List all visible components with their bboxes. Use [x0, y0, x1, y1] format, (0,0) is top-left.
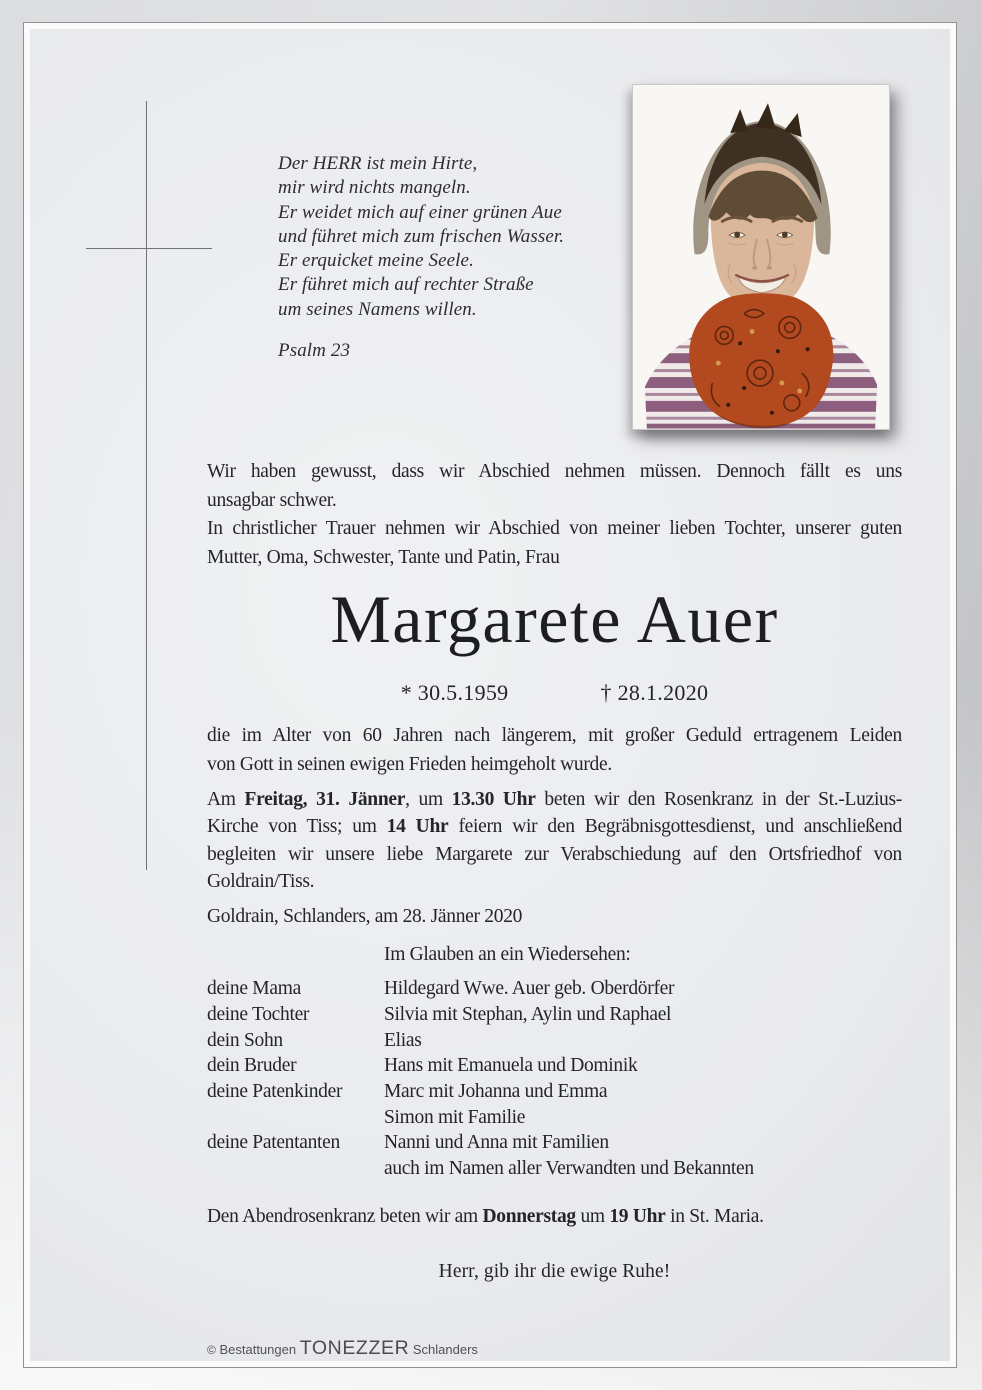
life-dates — [207, 678, 902, 708]
main-text-column — [207, 458, 902, 1287]
psalm-verse — [278, 152, 564, 363]
family-label: deine Patenkinder — [207, 1081, 343, 1102]
rosary-notice — [207, 1203, 902, 1232]
portrait-illustration — [633, 85, 889, 429]
family-names: Elias — [384, 1029, 422, 1051]
intro-paragraph — [207, 458, 902, 572]
deceased-name: Margarete Auer — [330, 581, 779, 657]
psalm-line: mir wird nichts mangeln. — [278, 177, 471, 199]
portrait-photo — [632, 84, 890, 430]
psalm-line: und führet mich zum frischen Wasser. — [278, 225, 565, 247]
family-label: deine Mama — [207, 978, 301, 1000]
funeral-home-footer — [207, 1337, 478, 1360]
family-names: Silvia mit Stephan, Aylin und Raphael — [384, 1003, 672, 1025]
family-row — [207, 1130, 902, 1156]
obituary-line: die im Alter von 60 Jahren nach längerem, mit großer Geduld ertragenem Leiden — [207, 725, 902, 746]
obituary-paragraph — [207, 722, 902, 779]
funeral-line — [207, 786, 902, 813]
funeral-text: , um — [405, 789, 452, 810]
closing-prayer: Herr, gib ihr die ewige Ruhe! — [438, 1261, 671, 1283]
rosary-text: um — [575, 1205, 610, 1227]
family-row — [207, 976, 902, 1002]
funeral-details — [207, 786, 902, 895]
funeral-text: beten wir den Rosenkranz in der St.-Luzius- — [535, 789, 902, 810]
rosary-day: Donnerstag — [482, 1205, 576, 1227]
funeral-line — [207, 813, 902, 840]
psalm-line: Er weidet mich auf einer grünen Aue — [278, 201, 562, 223]
family-row — [207, 1002, 902, 1028]
rosary-text: in St. Maria. — [665, 1205, 764, 1227]
footer-suffix: Schlanders — [412, 1342, 478, 1357]
family-names: Nanni und Anna mit Familien — [384, 1132, 609, 1154]
family-row — [207, 1079, 902, 1105]
family-label: deine Patentanten — [207, 1132, 340, 1154]
family-label: dein Bruder — [207, 1055, 297, 1077]
psalm-source: Psalm 23 — [278, 340, 351, 362]
family-row — [207, 1028, 902, 1054]
family-row — [207, 1053, 902, 1079]
family-label — [207, 1105, 384, 1131]
funeral-day: Freitag, 31. Jänner — [244, 789, 406, 810]
psalm-line: Er erquicket meine Seele. — [278, 250, 474, 272]
intro-line: In christlicher Trauer nehmen wir Abschied von meiner lieben Tochter, unserer guten — [207, 518, 902, 539]
family-names: Hildegard Wwe. Auer geb. Oberdörfer — [384, 978, 675, 1000]
funeral-home-brand: TONEZZER — [299, 1337, 410, 1359]
death-date: † 28.1.2020 — [600, 680, 709, 705]
funeral-text: Kirche von Tiss; um — [207, 816, 387, 838]
funeral-text: Am — [207, 789, 245, 810]
farewell-heading: Im Glauben an ein Wiedersehen: — [384, 943, 631, 965]
rosary-text: Den Abendrosenkranz beten wir am — [207, 1205, 483, 1227]
intro-line: Wir haben gewusst, dass wir Abschied nehmen müssen. Dennoch fällt es uns — [207, 461, 902, 482]
family-names: Simon mit Familie — [384, 1106, 526, 1128]
cross-icon — [146, 101, 147, 870]
copyright-icon: © — [207, 1343, 216, 1357]
family-label: deine Tochter — [207, 1003, 310, 1025]
family-names: Hans mit Emanuela und Dominik — [384, 1055, 638, 1077]
psalm-line: Er führet mich auf rechter Straße — [278, 274, 534, 296]
family-row — [207, 1156, 902, 1182]
funeral-line: Goldrain/Tiss. — [207, 870, 315, 892]
family-names: auch im Namen aller Verwandten und Bekannten — [384, 1158, 754, 1180]
funeral-line: begleiten wir unsere liebe Margarete zur Verabschiedung auf den Ortsfriedhof von — [207, 843, 902, 865]
family-label — [207, 1156, 384, 1182]
intro-line: Mutter, Oma, Schwester, Tante und Patin, Frau — [207, 546, 560, 568]
intro-line: unsagbar schwer. — [207, 489, 337, 511]
psalm-line: um seines Namens willen. — [278, 298, 477, 320]
psalm-line: Der HERR ist mein Hirte, — [278, 153, 478, 174]
family-label: dein Sohn — [207, 1029, 283, 1051]
footer-prefix: Bestattungen — [219, 1342, 297, 1357]
family-row — [207, 1105, 902, 1131]
place-date-line: Goldrain, Schlanders, am 28. Jänner 2020 — [207, 906, 523, 928]
rosary-time: 13.30 Uhr — [451, 789, 536, 810]
family-list — [207, 976, 902, 1182]
rosary-hour: 19 Uhr — [609, 1205, 666, 1227]
funeral-text: feiern wir den Begräbnisgottesdienst, und anschließend — [448, 816, 902, 838]
family-names: Marc mit Johanna und Emma — [384, 1081, 608, 1102]
mass-time: 14 Uhr — [386, 816, 449, 838]
obituary-line: von Gott in seinen ewigen Frieden heimgeholt wurde. — [207, 753, 612, 775]
cross-horizontal-line — [86, 248, 212, 249]
birth-date: * 30.5.1959 — [400, 680, 509, 705]
